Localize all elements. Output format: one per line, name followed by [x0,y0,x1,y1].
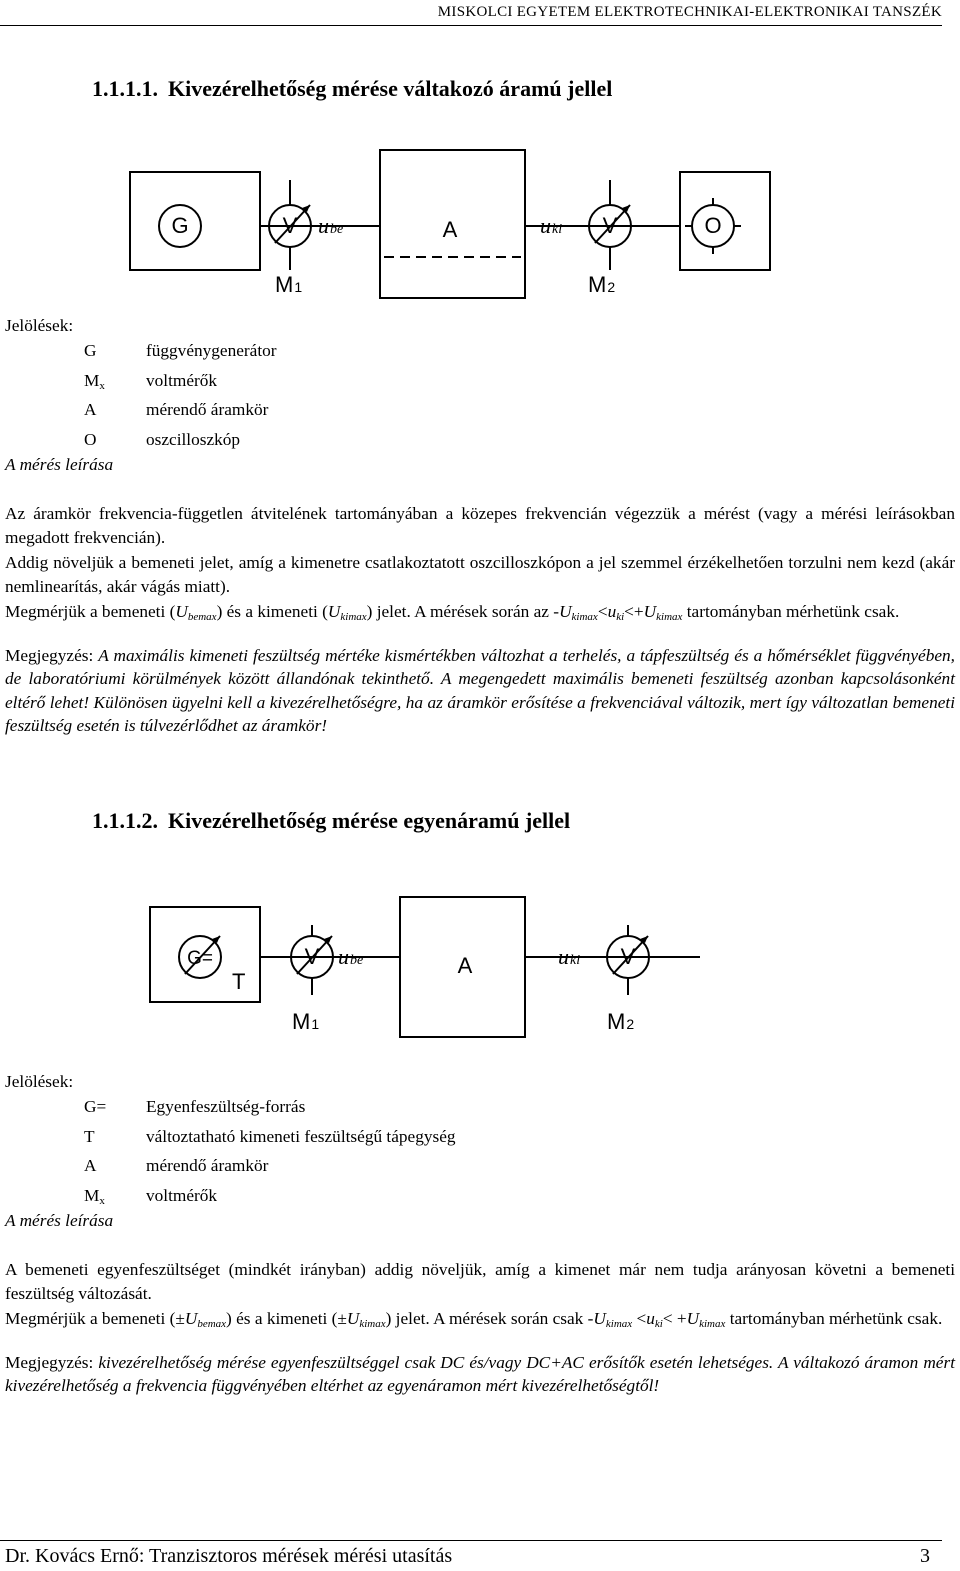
s1-paragraph-3 [5,600,955,630]
legend-1 [84,339,277,457]
m1-sub: 1 [311,1016,320,1032]
legend-symbol-text: M [84,1185,100,1205]
s1-p3-text: tartományban mérhetünk csak. [682,602,900,621]
s1-p3-u: U [643,602,657,621]
legend-desc: mérendő áramkör [146,1156,269,1175]
s2-note [5,1351,955,1398]
u-ki-sub: ki [552,222,563,237]
legend-symbol-text: G [84,341,97,360]
s1-p3-text: <+ [624,602,644,621]
legend-desc: változtatható kimeneti feszültségű tápegység [146,1126,456,1146]
header-rule [0,25,942,26]
section-2-body [5,1258,955,1400]
oscilloscope-label: O [704,213,722,238]
legend-2-row [84,1184,456,1214]
legend-symbol [84,398,146,428]
legend-1-row [84,398,277,428]
s2-p2-kimax: kimax [605,1318,633,1330]
s2-note-text: kivezérelhetőség mérése egyenfeszültséggel csak DC és/vagy DC+AC erősítők esetén lehetséges. A váltakozó áramon mért kivezérelhetőség a frekvencia függvényében eltérhet az egyenáramon mért kivezérelhetőségtől! [5,1352,955,1395]
legend-2-row [84,1095,456,1125]
legend-symbol-sub: x [99,1194,105,1207]
s1-note [5,644,955,738]
dc-measurement-diagram [0,895,960,1045]
page-number: 3 [920,1545,930,1567]
legend-symbol-text: A [84,400,97,419]
page-footer [5,1545,930,1568]
legend-1-title: Jelölések: [5,316,74,335]
legend-symbol [84,369,146,399]
m1-label [275,272,302,297]
s2-p2-kimax: kimax [699,1318,726,1330]
u-ki-label [540,213,562,238]
s1-note-label: Megjegyzés: [5,645,99,665]
legend-symbol [84,1095,146,1125]
legend-symbol [84,1125,146,1155]
page-header: MISKOLCI EGYETEM ELEKTROTECHNIKAI-ELEKTRONIKAI TANSZÉK [437,4,942,20]
s2-p2-uk: u [646,1309,655,1328]
s1-p3-kimax: kimax [340,611,367,623]
s2-p2-ki: ki [654,1318,663,1330]
s2-p2-text: ) jelet. A mérések során csak - [385,1309,594,1328]
m2-sub: 2 [626,1016,635,1032]
circuit-label: A [457,953,473,978]
legend-desc: voltmérők [146,1185,218,1205]
s2-p2-u: U [346,1309,360,1328]
s1-p3-u: U [327,602,341,621]
legend-symbol-text: T [84,1126,95,1146]
voltmeter-1-label: V [304,944,320,969]
section-1-heading [92,76,612,102]
section-2-number: 1.1.1.2. [92,808,158,833]
s2-p2-u: U [593,1309,606,1328]
s1-paragraph-1: Az áramkör frekvencia-független átvitelének tartományában a közepes frekvencián végezzük a mérést (vagy a mérési leírásokban megadott frekvencián). [5,504,955,547]
section-2-heading [92,808,570,834]
u-ki-u: u [540,213,551,238]
m1-m: M [292,1009,311,1034]
m2-sub: 2 [607,279,616,295]
s1-p3-u: U [175,602,188,621]
legend-symbol [84,1184,146,1214]
legend-desc: voltmérők [146,370,218,390]
legend-symbol [84,1154,146,1184]
s1-p3-bemax: bemax [187,611,217,623]
u-be-u: u [338,944,349,969]
m2-label [607,1009,634,1034]
s1-p3-text: ) és a kimeneti ( [216,602,328,621]
s2-note-label: Megjegyzés: [5,1352,99,1372]
legend-2-row [84,1154,456,1184]
s2-p2-kimax: kimax [359,1318,386,1330]
footer-author-title: Dr. Kovács Ernő: Tranzisztoros mérések mérési utasítás [5,1545,453,1567]
legend-symbol-text: O [84,429,97,449]
m2-label [588,272,615,297]
u-ki-u: u [558,944,569,969]
power-supply-label: T [232,969,246,994]
legend-2-row [84,1125,456,1155]
circuit-label: A [442,217,458,242]
s2-p2-text: tartományban mérhetünk csak. [725,1309,943,1328]
u-ki-label [558,944,580,969]
legend-1-row [84,369,277,399]
legend-desc: Egyenfeszültség-forrás [146,1097,306,1116]
legend-symbol-sub: x [99,379,105,392]
s2-p2-u: U [184,1309,198,1328]
s2-p2-u: U [686,1309,700,1328]
s2-paragraph-1: A bemeneti egyenfeszültséget (mindkét irányban) addig növeljük, amíg a kimenet már nem tudja arányosan követni a bemeneti feszültség változását. [5,1260,955,1303]
footer-rule [0,1540,942,1541]
s1-p3-text: Megmérjük a bemeneti ( [5,602,176,621]
s1-p3-text: < [597,602,608,621]
s2-paragraph-2 [5,1307,955,1337]
s2-p2-text: ) és a kimeneti (± [226,1309,347,1328]
section-1-title: Kivezérelhetőség mérése váltakozó áramú jellel [168,76,613,101]
m1-m: M [275,272,294,297]
s1-p3-ki: ki [616,611,625,623]
legend-2-title: Jelölések: [5,1072,74,1091]
m1-sub: 1 [294,279,303,295]
measurement-description-1-label: A mérés leírása [5,455,114,474]
s1-p3-u: U [559,602,572,621]
dc-source-label: G= [187,948,213,969]
voltmeter-2-label: V [602,213,618,238]
generator-label: G [171,213,189,238]
s1-paragraph-2: Addig növeljük a bemeneti jelet, amíg a kimenetre csatlakoztatott oszcilloszkópon a jel szemmel érzékelhetően torzulni nem kezd (akár nemlinearítás, akár vágás miatt). [5,553,955,596]
s1-note-text: A maximális kimeneti feszültség mértéke kismértékben változhat a terhelés, a tápfeszültség és a hőmérséklet függvényében, de laboratóriumi körülmények között állandónak tekinthető. A megengedett maximális bemeneti feszültség azonban kapcsolásonként eltérő lehet! Különösen ügyelni kell a kivezérelhetőségre, ha az áramkör erősítése a frekvenciával változik, mert így változatlan bemeneti feszültség esetén is túlvezérlődhet az áramkör! [5,645,955,735]
legend-symbol-text: G= [84,1097,107,1116]
legend-symbol-text: M [84,370,100,390]
voltmeter-1-label: V [282,213,298,238]
s2-p2-bemax: bemax [197,1318,227,1330]
legend-symbol-text: A [84,1156,97,1175]
u-be-sub: be [350,953,364,968]
legend-desc: mérendő áramkör [146,400,269,419]
section-2-title: Kivezérelhetőség mérése egyenáramú jellel [168,808,571,833]
u-be-label [338,944,363,969]
section-1-body [5,502,955,740]
s2-p2-text: < + [662,1309,687,1328]
m1-label [292,1009,319,1034]
section-1-number: 1.1.1.1. [92,76,158,101]
legend-symbol [84,339,146,369]
legend-symbol [84,428,146,458]
legend-desc: oszcilloszkóp [146,429,241,449]
u-ki-sub: ki [570,953,581,968]
s1-p3-kimax: kimax [571,611,598,623]
legend-2 [84,1095,456,1213]
measurement-description-2-label: A mérés leírása [5,1211,114,1230]
ac-measurement-diagram [0,140,960,305]
s1-p3-uk: u [607,602,617,621]
legend-1-row [84,339,277,369]
s1-p3-kimax: kimax [656,611,683,623]
voltmeter-2-label: V [620,944,636,969]
legend-1-row [84,428,277,458]
u-be-u: u [318,213,329,238]
m2-m: M [588,272,607,297]
legend-desc: függvénygenerátor [146,341,277,360]
s1-p3-text: ) jelet. A mérések során az - [366,602,560,621]
m2-m: M [607,1009,626,1034]
s2-p2-text: < [632,1309,647,1328]
s2-p2-text: Megmérjük a bemeneti (± [5,1309,185,1328]
u-be-label [318,213,343,238]
u-be-sub: be [330,222,344,237]
